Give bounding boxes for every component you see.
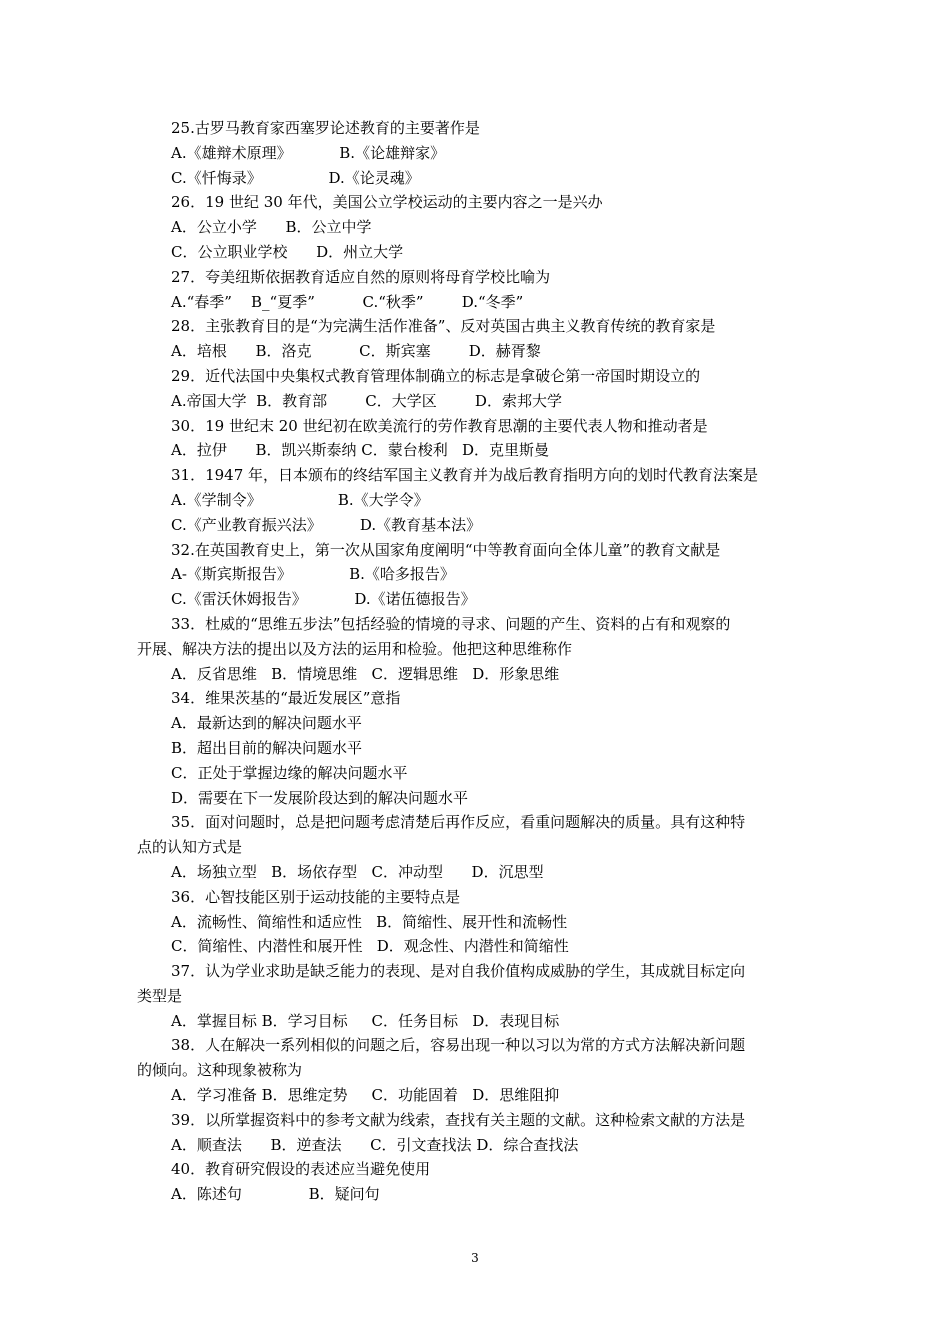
answer-options: A．反省思维 B．情境思维 C．逻辑思维 D．形象思维 <box>171 664 560 683</box>
question-continuation: 开展、解决方法的提出以及方法的运用和检验。他把这种思维称作 <box>137 639 573 658</box>
answer-options: A．最新达到的解决问题水平 <box>171 714 362 733</box>
answer-options: C．正处于掌握边缘的解决问题水平 <box>171 763 408 782</box>
answer-options: A．学习准备 B．思维定势 C．功能固着 D．思维阻抑 <box>171 1086 560 1105</box>
answer-options: A.“春季” B_“夏季” C.“秋季” D.“冬季” <box>171 292 524 311</box>
question-stem: 32.在英国教育史上，第一次从国家角度阐明“中等教育面向全体儿童”的教育文献是 <box>171 540 721 559</box>
question-continuation: 点的认知方式是 <box>137 838 243 857</box>
question-stem: 27．夸美纽斯依据教育适应自然的原则将母育学校比喻为 <box>171 267 551 286</box>
answer-options: A.《学制令》 B.《大学令》 <box>171 490 429 509</box>
answer-options: A．顺查法 B．逆查法 C．引文查找法 D．综合查找法 <box>171 1135 579 1154</box>
answer-options: C.《雷沃休姆报告》 D.《诺伍德报告》 <box>171 590 476 609</box>
question-stem: 37．认为学业求助是缺乏能力的表现、是对自我价值构成威胁的学生，其成就目标定向 <box>171 962 746 981</box>
answer-options: A．拉伊 B．凯兴斯泰纳 C．蒙台梭利 D．克里斯曼 <box>171 441 550 460</box>
question-stem: 26．19 世纪 30 年代，美国公立学校运动的主要内容之一是兴办 <box>171 193 603 212</box>
answer-options: A.帝国大学 B．教育部 C．大学区 D．索邦大学 <box>171 391 562 410</box>
question-stem: 36．心智技能区别于运动技能的主要特点是 <box>171 887 461 906</box>
question-stem: 28．主张教育目的是“为完满生活作准备”、反对英国古典主义教育传统的教育家是 <box>171 317 716 336</box>
answer-options: A.《雄辩术原理》 B.《论雄辩家》 <box>171 143 446 162</box>
answer-options: C.《产业教育振兴法》 D.《教育基本法》 <box>171 515 482 534</box>
answer-options: D．需要在下一发展阶段达到的解决问题水平 <box>171 788 469 807</box>
answer-options: A．场独立型 B．场依存型 C．冲动型 D．沉思型 <box>171 862 544 881</box>
answer-options: A．陈述句 B．疑问句 <box>171 1185 380 1204</box>
answer-options: C．简缩性、内潜性和展开性 D．观念性、内潜性和简缩性 <box>171 937 569 956</box>
answer-options: A．公立小学 B．公立中学 <box>171 218 372 237</box>
question-stem: 34．维果茨基的“最近发展区”意指 <box>171 689 401 708</box>
question-stem: 40．教育研究假设的表述应当避免使用 <box>171 1160 431 1179</box>
question-stem: 33．杜威的“思维五步法”包括经验的情境的寻求、问题的产生、资料的占有和观察的 <box>171 614 731 633</box>
answer-options: A．掌握目标 B．学习目标 C．任务目标 D．表现目标 <box>171 1011 560 1030</box>
question-stem: 29．近代法国中央集权式教育管理体制确立的标志是拿破仑第一帝国时期设立的 <box>171 366 701 385</box>
question-stem: 31．1947 年，日本颁布的终结军国主义教育并为战后教育指明方向的划时代教育法案是 <box>171 466 759 485</box>
question-stem: 25.古罗马教育家西塞罗论述教育的主要著作是 <box>171 119 480 137</box>
answer-options: A．流畅性、简缩性和适应性 B．简缩性、展开性和流畅性 <box>171 912 568 931</box>
question-continuation: 的倾向。这种现象被称为 <box>137 1061 303 1080</box>
page-number: 3 <box>471 1251 479 1265</box>
answer-options: A-《斯宾斯报告》 B.《哈多报告》 <box>171 565 455 584</box>
answer-options: C．公立职业学校 D．州立大学 <box>171 242 404 261</box>
question-stem: 35．面对问题时，总是把问题考虑清楚后再作反应，看重问题解决的质量。具有这种特 <box>171 813 746 832</box>
answer-options: C.《忏悔录》 D.《论灵魂》 <box>171 168 420 187</box>
question-stem: 38．人在解决一系列相似的问题之后，容易出现一种以习以为常的方式方法解决新问题 <box>171 1036 746 1055</box>
question-stem: 39．以所掌握资料中的参考文献为线索，查找有关主题的文献。这种检索文献的方法是 <box>171 1110 746 1129</box>
answer-options: B．超出目前的解决问题水平 <box>171 738 363 757</box>
question-stem: 30．19 世纪末 20 世纪初在欧美流行的劳作教育思潮的主要代表人物和推动者是 <box>171 416 708 435</box>
question-continuation: 类型是 <box>137 986 183 1005</box>
answer-options: A．培根 B．洛克 C．斯宾塞 D．赫胥黎 <box>171 342 541 361</box>
document-body <box>137 116 819 1207</box>
